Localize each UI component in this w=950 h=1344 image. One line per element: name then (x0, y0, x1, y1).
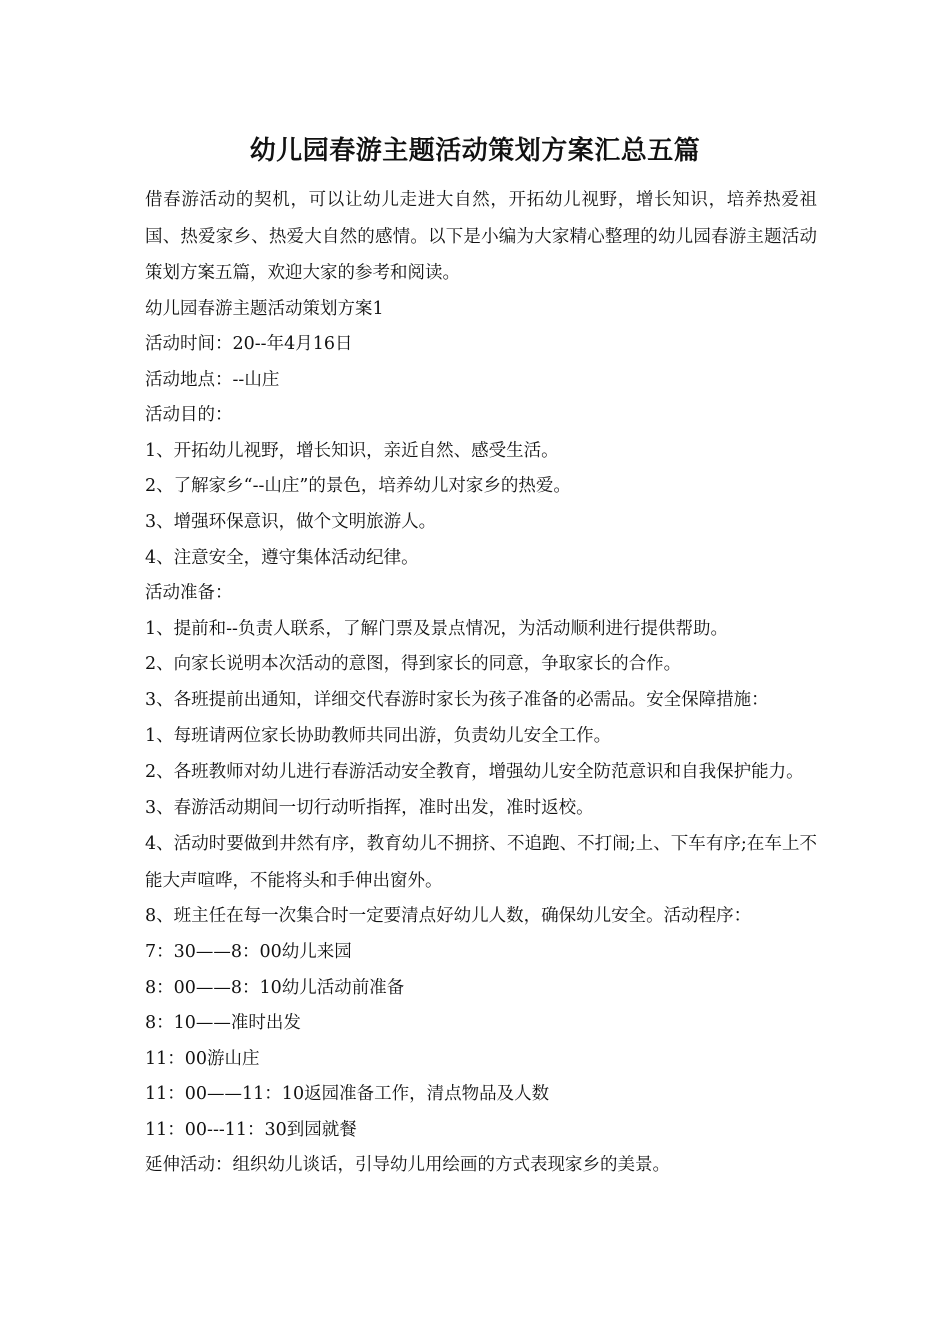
document-body (145, 182, 817, 1184)
schedule-item: 8：00——8：10幼儿活动前准备 (145, 977, 405, 998)
list-item: 2、了解家乡“--山庄”的景色，培养幼儿对家乡的热爱。 (145, 476, 571, 497)
list-item: 4、注意安全，遵守集体活动纪律。 (145, 547, 419, 568)
list-item: 3、增强环保意识，做个文明旅游人。 (145, 512, 437, 533)
schedule-item: 11：00---11：30到园就餐 (145, 1119, 357, 1140)
section-heading: 幼儿园春游主题活动策划方案1 (145, 298, 384, 319)
document-title: 幼儿园春游主题活动策划方案汇总五篇 (249, 136, 701, 166)
list-item: 8、班主任在每一次集合时一定要清点好幼儿人数，确保幼儿安全。活动程序： (145, 906, 752, 927)
list-item: 1、提前和--负责人联系，了解门票及景点情况，为活动顺利进行提供帮助。 (145, 618, 728, 639)
intro-paragraph: 借春游活动的契机，可以让幼儿走进大自然，开拓幼儿视野，增长知识，培养热爱祖国、热爱家乡、热爱大自然的感情。以下是小编为大家精心整理的幼儿园春游主题活动策划方案五篇，欢迎大家的参考和阅读。 (145, 190, 817, 283)
list-item: 2、各班教师对幼儿进行春游活动安全教育，增强幼儿安全防范意识和自我保护能力。 (145, 762, 804, 783)
list-item: 4、活动时要做到井然有序，教育幼儿不拥挤、不追跑、不打闹;上、下车有序;在车上不能大声喧哗，不能将头和手伸出窗外。 (145, 834, 817, 891)
schedule-item: 8：10——准时出发 (145, 1013, 301, 1034)
schedule-item: 11：00游山庄 (145, 1048, 260, 1069)
paragraph: 活动时间：20--年4月16日 (145, 334, 353, 355)
list-item: 3、春游活动期间一切行动听指挥，准时出发，准时返校。 (145, 797, 594, 818)
list-item: 2、向家长说明本次活动的意图，得到家长的同意，争取家长的合作。 (145, 654, 682, 675)
paragraph: 活动准备： (145, 583, 233, 604)
schedule-item: 7：30——8：00幼儿来园 (145, 941, 352, 962)
paragraph: 延伸活动：组织幼儿谈话，引导幼儿用绘画的方式表现家乡的美景。 (145, 1155, 670, 1176)
list-item: 1、开拓幼儿视野，增长知识，亲近自然、感受生活。 (145, 440, 559, 461)
list-item: 1、每班请两位家长协助教师共同出游，负责幼儿安全工作。 (145, 725, 612, 746)
paragraph: 活动地点：--山庄 (145, 369, 280, 390)
list-item: 3、各班提前出通知，详细交代春游时家长为孩子准备的必需品。安全保障措施： (145, 690, 769, 711)
paragraph: 活动目的： (145, 405, 233, 426)
schedule-item: 11：00——11：10返园准备工作，清点物品及人数 (145, 1084, 550, 1105)
